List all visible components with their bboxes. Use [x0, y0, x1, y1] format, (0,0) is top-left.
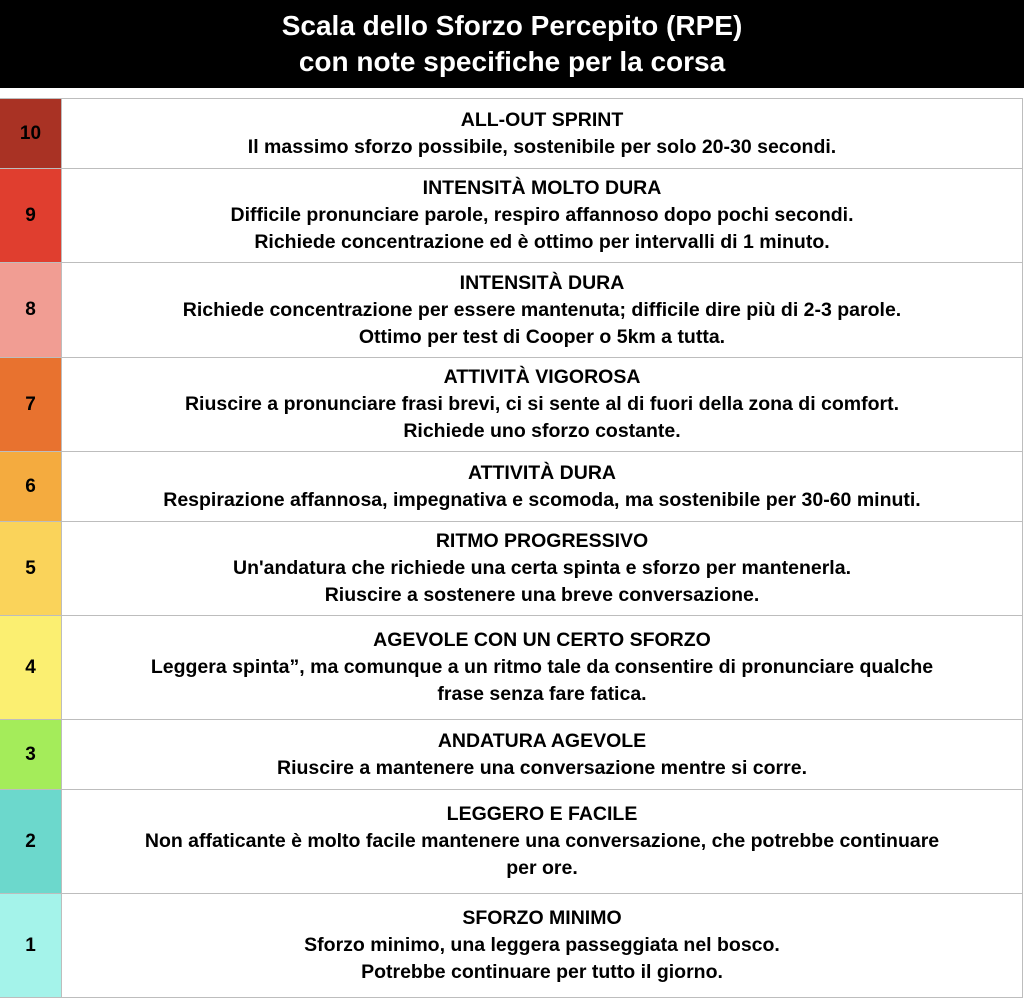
rpe-level-description: Non affaticante è molto facile mantenere una conversazione, che potrebbe continuare [144, 830, 940, 852]
rpe-level-description: Riuscire a sostenere una breve conversazione. [324, 584, 760, 606]
rpe-level-title: ATTIVITÀ DURA [467, 461, 617, 484]
rpe-row-1 [0, 894, 1023, 998]
rpe-level-title: SFORZO MINIMO [462, 907, 622, 929]
rpe-level-description: Riuscire a mantenere una conversazione mentre si corre. [277, 756, 807, 779]
rpe-level-title: ALL-OUT SPRINT [460, 108, 624, 131]
rpe-level-title: ATTIVITÀ VIGOROSA [443, 366, 641, 388]
rpe-scale-table [0, 98, 1023, 998]
rpe-row-3 [0, 720, 1023, 790]
rpe-level-title: AGEVOLE CON UN CERTO SFORZO [373, 629, 711, 651]
rpe-description-cell [62, 452, 1023, 521]
rpe-level-description: Riuscire a pronunciare frasi brevi, ci si sente al di fuori della zona di comfort. [184, 393, 900, 415]
rpe-row-6 [0, 452, 1023, 522]
page-header [0, 0, 1024, 88]
rpe-level-description: Richiede concentrazione ed è ottimo per intervalli di 1 minuto. [254, 231, 830, 253]
rpe-level-description: Sforzo minimo, una leggera passeggiata nel bosco. [304, 934, 780, 956]
rpe-level-cell: 1 [0, 894, 62, 997]
rpe-level-cell: 8 [0, 263, 62, 357]
rpe-level-description: Potrebbe continuare per tutto il giorno. [361, 961, 723, 983]
rpe-level-cell: 5 [0, 522, 62, 615]
rpe-level-cell: 10 [0, 99, 62, 168]
rpe-level-title: ANDATURA AGEVOLE [437, 729, 647, 752]
rpe-level-description: per ore. [506, 857, 578, 879]
rpe-level-description: Leggera spinta”, ma comunque a un ritmo tale da consentire di pronunciare qualche [150, 656, 934, 678]
rpe-description-cell [62, 169, 1023, 262]
page-subtitle: con note specifiche per la corsa [298, 46, 726, 77]
rpe-level-cell: 3 [0, 720, 62, 789]
rpe-level-description: Richiede uno sforzo costante. [403, 420, 681, 442]
rpe-description-cell [62, 99, 1023, 168]
rpe-row-10 [0, 99, 1023, 169]
rpe-row-7 [0, 358, 1023, 452]
rpe-description-cell [62, 522, 1023, 615]
rpe-description-cell [62, 358, 1023, 451]
rpe-level-cell: 6 [0, 452, 62, 521]
rpe-level-title: INTENSITÀ DURA [459, 271, 625, 294]
rpe-row-8 [0, 263, 1023, 358]
rpe-level-cell: 9 [0, 169, 62, 262]
rpe-level-cell: 4 [0, 616, 62, 719]
rpe-level-title: RITMO PROGRESSIVO [435, 530, 649, 552]
rpe-level-description: Il massimo sforzo possibile, sostenibile per solo 20-30 secondi. [247, 135, 837, 158]
rpe-description-cell [62, 263, 1023, 357]
rpe-description-cell [62, 790, 1023, 893]
rpe-description-cell [62, 720, 1023, 789]
rpe-row-9 [0, 169, 1023, 263]
rpe-row-4 [0, 616, 1023, 720]
rpe-description-cell [62, 616, 1023, 719]
rpe-level-title: LEGGERO E FACILE [446, 803, 638, 825]
rpe-level-description: Respirazione affannosa, impegnativa e scomoda, ma sostenibile per 30-60 minuti. [163, 488, 921, 511]
rpe-level-cell: 7 [0, 358, 62, 451]
rpe-level-description: Un'andatura che richiede una certa spinta e sforzo per mantenerla. [233, 557, 851, 579]
rpe-row-2 [0, 790, 1023, 894]
rpe-level-description: Difficile pronunciare parole, respiro affannoso dopo pochi secondi. [230, 204, 854, 226]
rpe-level-description: Ottimo per test di Cooper o 5km a tutta. [358, 325, 726, 348]
page-title: Scala dello Sforzo Percepito (RPE) [281, 10, 743, 41]
rpe-level-title: INTENSITÀ MOLTO DURA [422, 177, 662, 199]
rpe-row-5 [0, 522, 1023, 616]
rpe-description-cell [62, 894, 1023, 997]
rpe-level-cell: 2 [0, 790, 62, 893]
rpe-level-description: frase senza fare fatica. [437, 683, 647, 705]
rpe-level-description: Richiede concentrazione per essere mantenuta; difficile dire più di 2-3 parole. [182, 298, 902, 321]
